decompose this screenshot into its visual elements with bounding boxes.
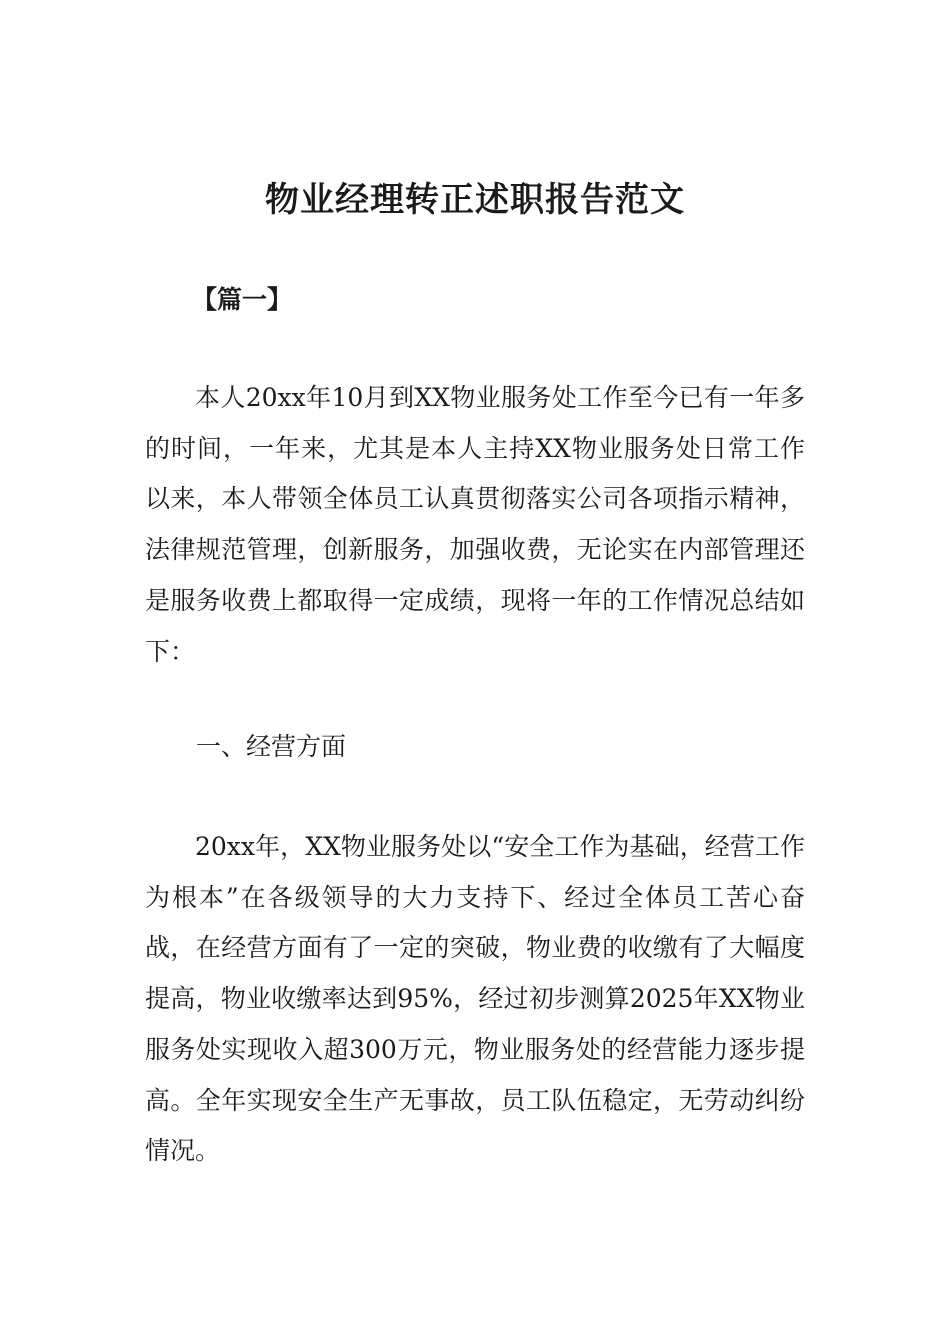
section-heading-operations: 一、经营方面: [196, 732, 347, 761]
section-label: 【篇一】: [192, 285, 293, 314]
document-title: 物业经理转正述职报告范文: [265, 180, 685, 220]
intro-paragraph: 本人20xx年10月到XX物业服务处工作至今已有一年多的时间，一年来，尤其是本人主持XX物业服务处日常工作以来，本人带领全体员工认真贯彻落实公司各项指示精神，法律规范管理，创新服务，加强收费，无论实在内部管理还是服务收费上都取得一定成绩，现将一年的工作情况总结如下：: [145, 383, 805, 666]
operations-paragraph: 20xx年，XX物业服务处以“安全工作为基础，经营工作为根本”在各级领导的大力支持下、经过全体员工苦心奋战，在经营方面有了一定的突破，物业费的收缴有了大幅度提高，物业收缴率达到95%，经过初步测算2025年XX物业服务处实现收入超300万元，物业服务处的经营能力逐步提高。全年实现安全生产无事故，员工队伍稳定，无劳动纠纷情况。: [145, 832, 805, 1166]
